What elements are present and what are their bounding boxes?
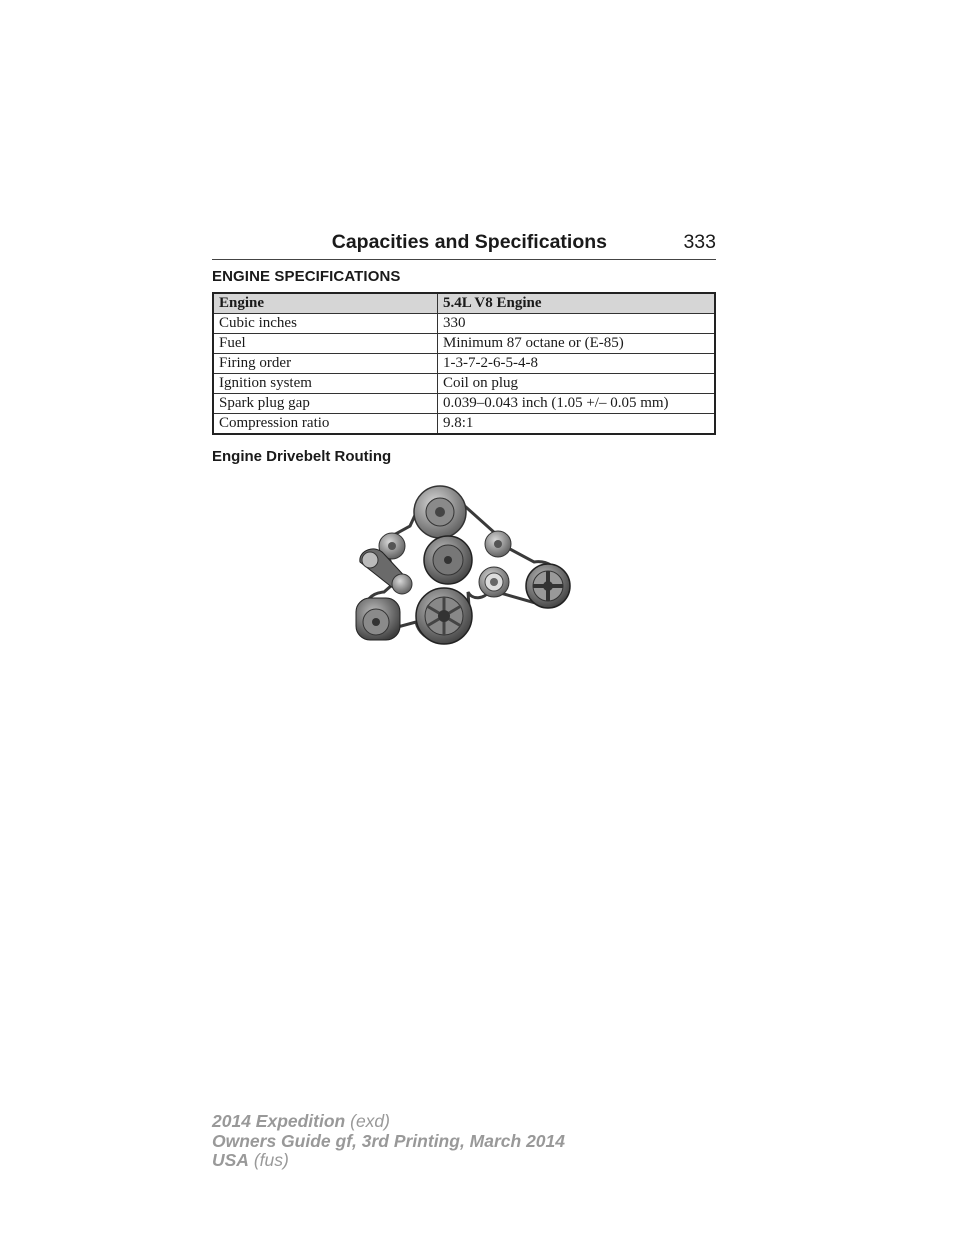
table-row bbox=[213, 354, 715, 374]
crankshaft-pulley bbox=[416, 588, 472, 644]
spec-label: Fuel bbox=[213, 334, 438, 354]
section-title: ENGINE SPECIFICATIONS bbox=[212, 268, 401, 285]
crankshaft-pulley-right bbox=[526, 564, 570, 608]
spec-label: Firing order bbox=[213, 354, 438, 374]
page-footer bbox=[212, 1112, 565, 1171]
footer-line-3 bbox=[212, 1151, 565, 1171]
table-row bbox=[213, 394, 715, 414]
engine-spec-table bbox=[212, 292, 716, 435]
spec-value: 1-3-7-2-6-5-4-8 bbox=[438, 354, 716, 374]
table-row bbox=[213, 374, 715, 394]
column-header: Engine bbox=[213, 293, 438, 314]
spec-label: Spark plug gap bbox=[213, 394, 438, 414]
spec-label: Ignition system bbox=[213, 374, 438, 394]
page-number: 333 bbox=[683, 231, 716, 253]
belt-tensioner bbox=[360, 549, 412, 594]
chapter-title: Capacities and Specifications bbox=[331, 231, 607, 253]
spec-label: Compression ratio bbox=[213, 414, 438, 435]
water-pump-pulley bbox=[414, 486, 466, 538]
alternator bbox=[356, 598, 400, 640]
drivebelt-routing-diagram bbox=[350, 482, 576, 648]
model-code: (exd) bbox=[350, 1111, 390, 1131]
spec-value: 330 bbox=[438, 314, 716, 334]
table-row bbox=[213, 414, 715, 435]
market: USA bbox=[212, 1150, 249, 1170]
guide-info: Owners Guide gf, 3rd Printing, March 2014 bbox=[212, 1130, 565, 1151]
subsection-title: Engine Drivebelt Routing bbox=[212, 448, 392, 465]
market-code: (fus) bbox=[253, 1150, 289, 1170]
table-row bbox=[213, 314, 715, 334]
table-row bbox=[213, 334, 715, 354]
table-header-row bbox=[213, 293, 715, 314]
ac-pulley bbox=[479, 567, 509, 597]
spec-value: 9.8:1 bbox=[438, 414, 716, 435]
page-header bbox=[212, 228, 716, 260]
idler-pulley-right bbox=[485, 531, 511, 557]
footer-line-2 bbox=[212, 1132, 565, 1152]
power-steering-pulley bbox=[424, 536, 472, 584]
vehicle-model: 2014 Expedition bbox=[212, 1111, 346, 1131]
spec-value: Minimum 87 octane or (E-85) bbox=[438, 334, 716, 354]
spec-value: 0.039–0.043 inch (1.05 +/– 0.05 mm) bbox=[438, 394, 716, 414]
column-header: 5.4L V8 Engine bbox=[438, 293, 716, 314]
spec-value: Coil on plug bbox=[438, 374, 716, 394]
footer-line-1 bbox=[212, 1112, 565, 1132]
spec-label: Cubic inches bbox=[213, 314, 438, 334]
